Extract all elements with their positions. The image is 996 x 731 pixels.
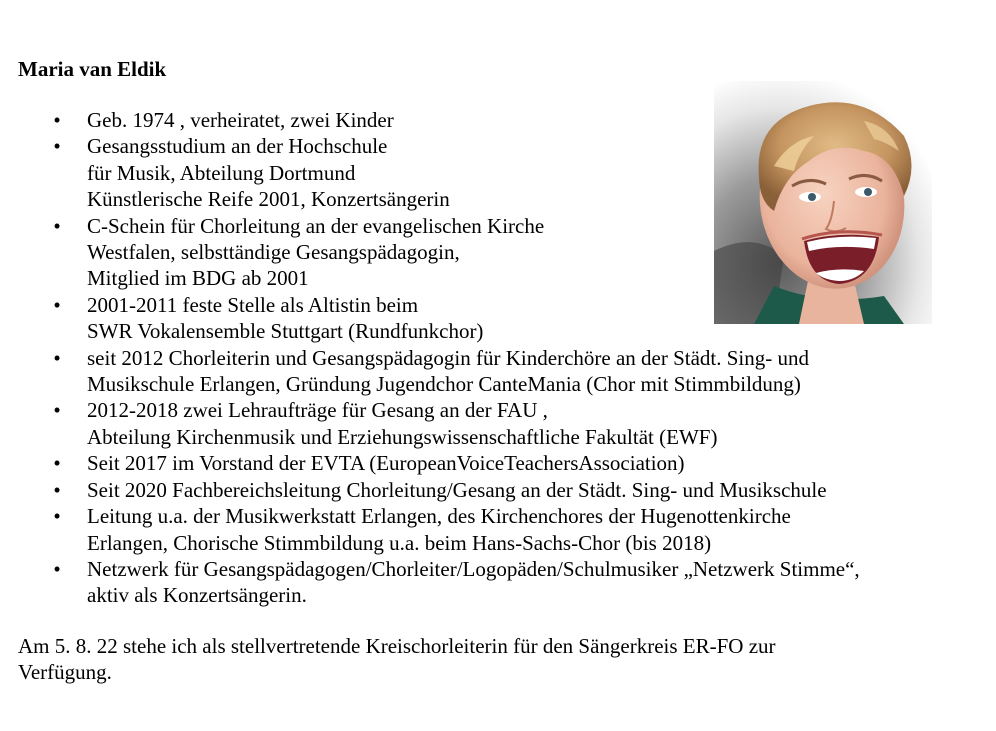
list-item [0,397,860,450]
bullet-icon: • [53,134,61,159]
availability-note [18,633,918,686]
list-item-line: Mitglied im BDG ab 2001 [87,266,309,291]
list-item-line: 2001-2011 feste Stelle als Altistin beim [87,292,419,317]
list-item [0,107,860,133]
list-item-line: Leitung u.a. der Musikwerkstatt Erlangen, des Kirchenchores der Hugenottenkirche [87,504,791,529]
bullet-icon: • [53,504,61,529]
list-item-line: für Musik, Abteilung Dortmund [87,160,356,185]
bullet-icon: • [53,292,61,317]
list-item [0,477,860,503]
person-name-heading: Maria van Eldik [18,57,167,81]
list-item [0,213,860,292]
list-item [0,556,860,609]
bullet-icon: • [53,213,61,238]
list-item [0,450,860,476]
list-item-line: Erlangen, Chorische Stimmbildung u.a. beim Hans-Sachs-Chor (bis 2018) [87,530,712,555]
list-item-line: Künstlerische Reife 2001, Konzertsängerin [87,187,450,212]
list-item-line: Westfalen, selbsttändige Gesangspädagogin, [87,240,460,265]
list-item-line: 2012-2018 zwei Lehraufträge für Gesang an der FAU , [87,398,548,423]
list-item-line: Seit 2020 Fachbereichsleitung Chorleitung/Gesang an der Städt. Sing- und Musikschule [87,477,827,502]
list-item [0,133,860,212]
bullet-icon: • [53,398,61,423]
list-item-line: aktiv als Konzertsängerin. [87,583,307,608]
bullet-icon: • [53,345,61,370]
bullet-icon: • [53,556,61,581]
list-item-line: Abteilung Kirchenmusik und Erziehungswissenschaftliche Fakultät (EWF) [87,424,718,449]
list-item-line: Seit 2017 im Vorstand der EVTA (EuropeanVoiceTeachersAssociation) [87,451,685,476]
availability-note-line: Am 5. 8. 22 stehe ich als stellvertretende Kreischorleiterin für den Sängerkreis ER-FO zur [18,634,776,658]
availability-note-line: Verfügung. [18,660,112,685]
list-item-line: C-Schein für Chorleitung an der evangelischen Kirche [87,213,545,238]
list-item-line: seit 2012 Chorleiterin und Gesangspädagogin für Kinderchöre an der Städt. Sing- und [87,345,810,370]
list-item [0,345,860,398]
list-item-line: Geb. 1974 , verheiratet, zwei Kinder [87,108,394,132]
bullet-icon: • [53,477,61,502]
list-item-line: Gesangsstudium an der Hochschule [87,134,388,159]
bullet-icon: • [53,108,61,132]
list-item-line: Musikschule Erlangen, Gründung Jugendchor CanteMania (Chor mit Stimmbildung) [87,372,801,397]
cv-bullet-list [0,107,860,609]
list-item-line: SWR Vokalensemble Stuttgart (Rundfunkchor) [87,319,484,344]
bullet-icon: • [53,451,61,476]
list-item [0,503,860,556]
list-item [0,292,860,345]
list-item-line: Netzwerk für Gesangspädagogen/Chorleiter/Logopäden/Schulmusiker „Netzwerk Stimme“, [87,556,860,581]
